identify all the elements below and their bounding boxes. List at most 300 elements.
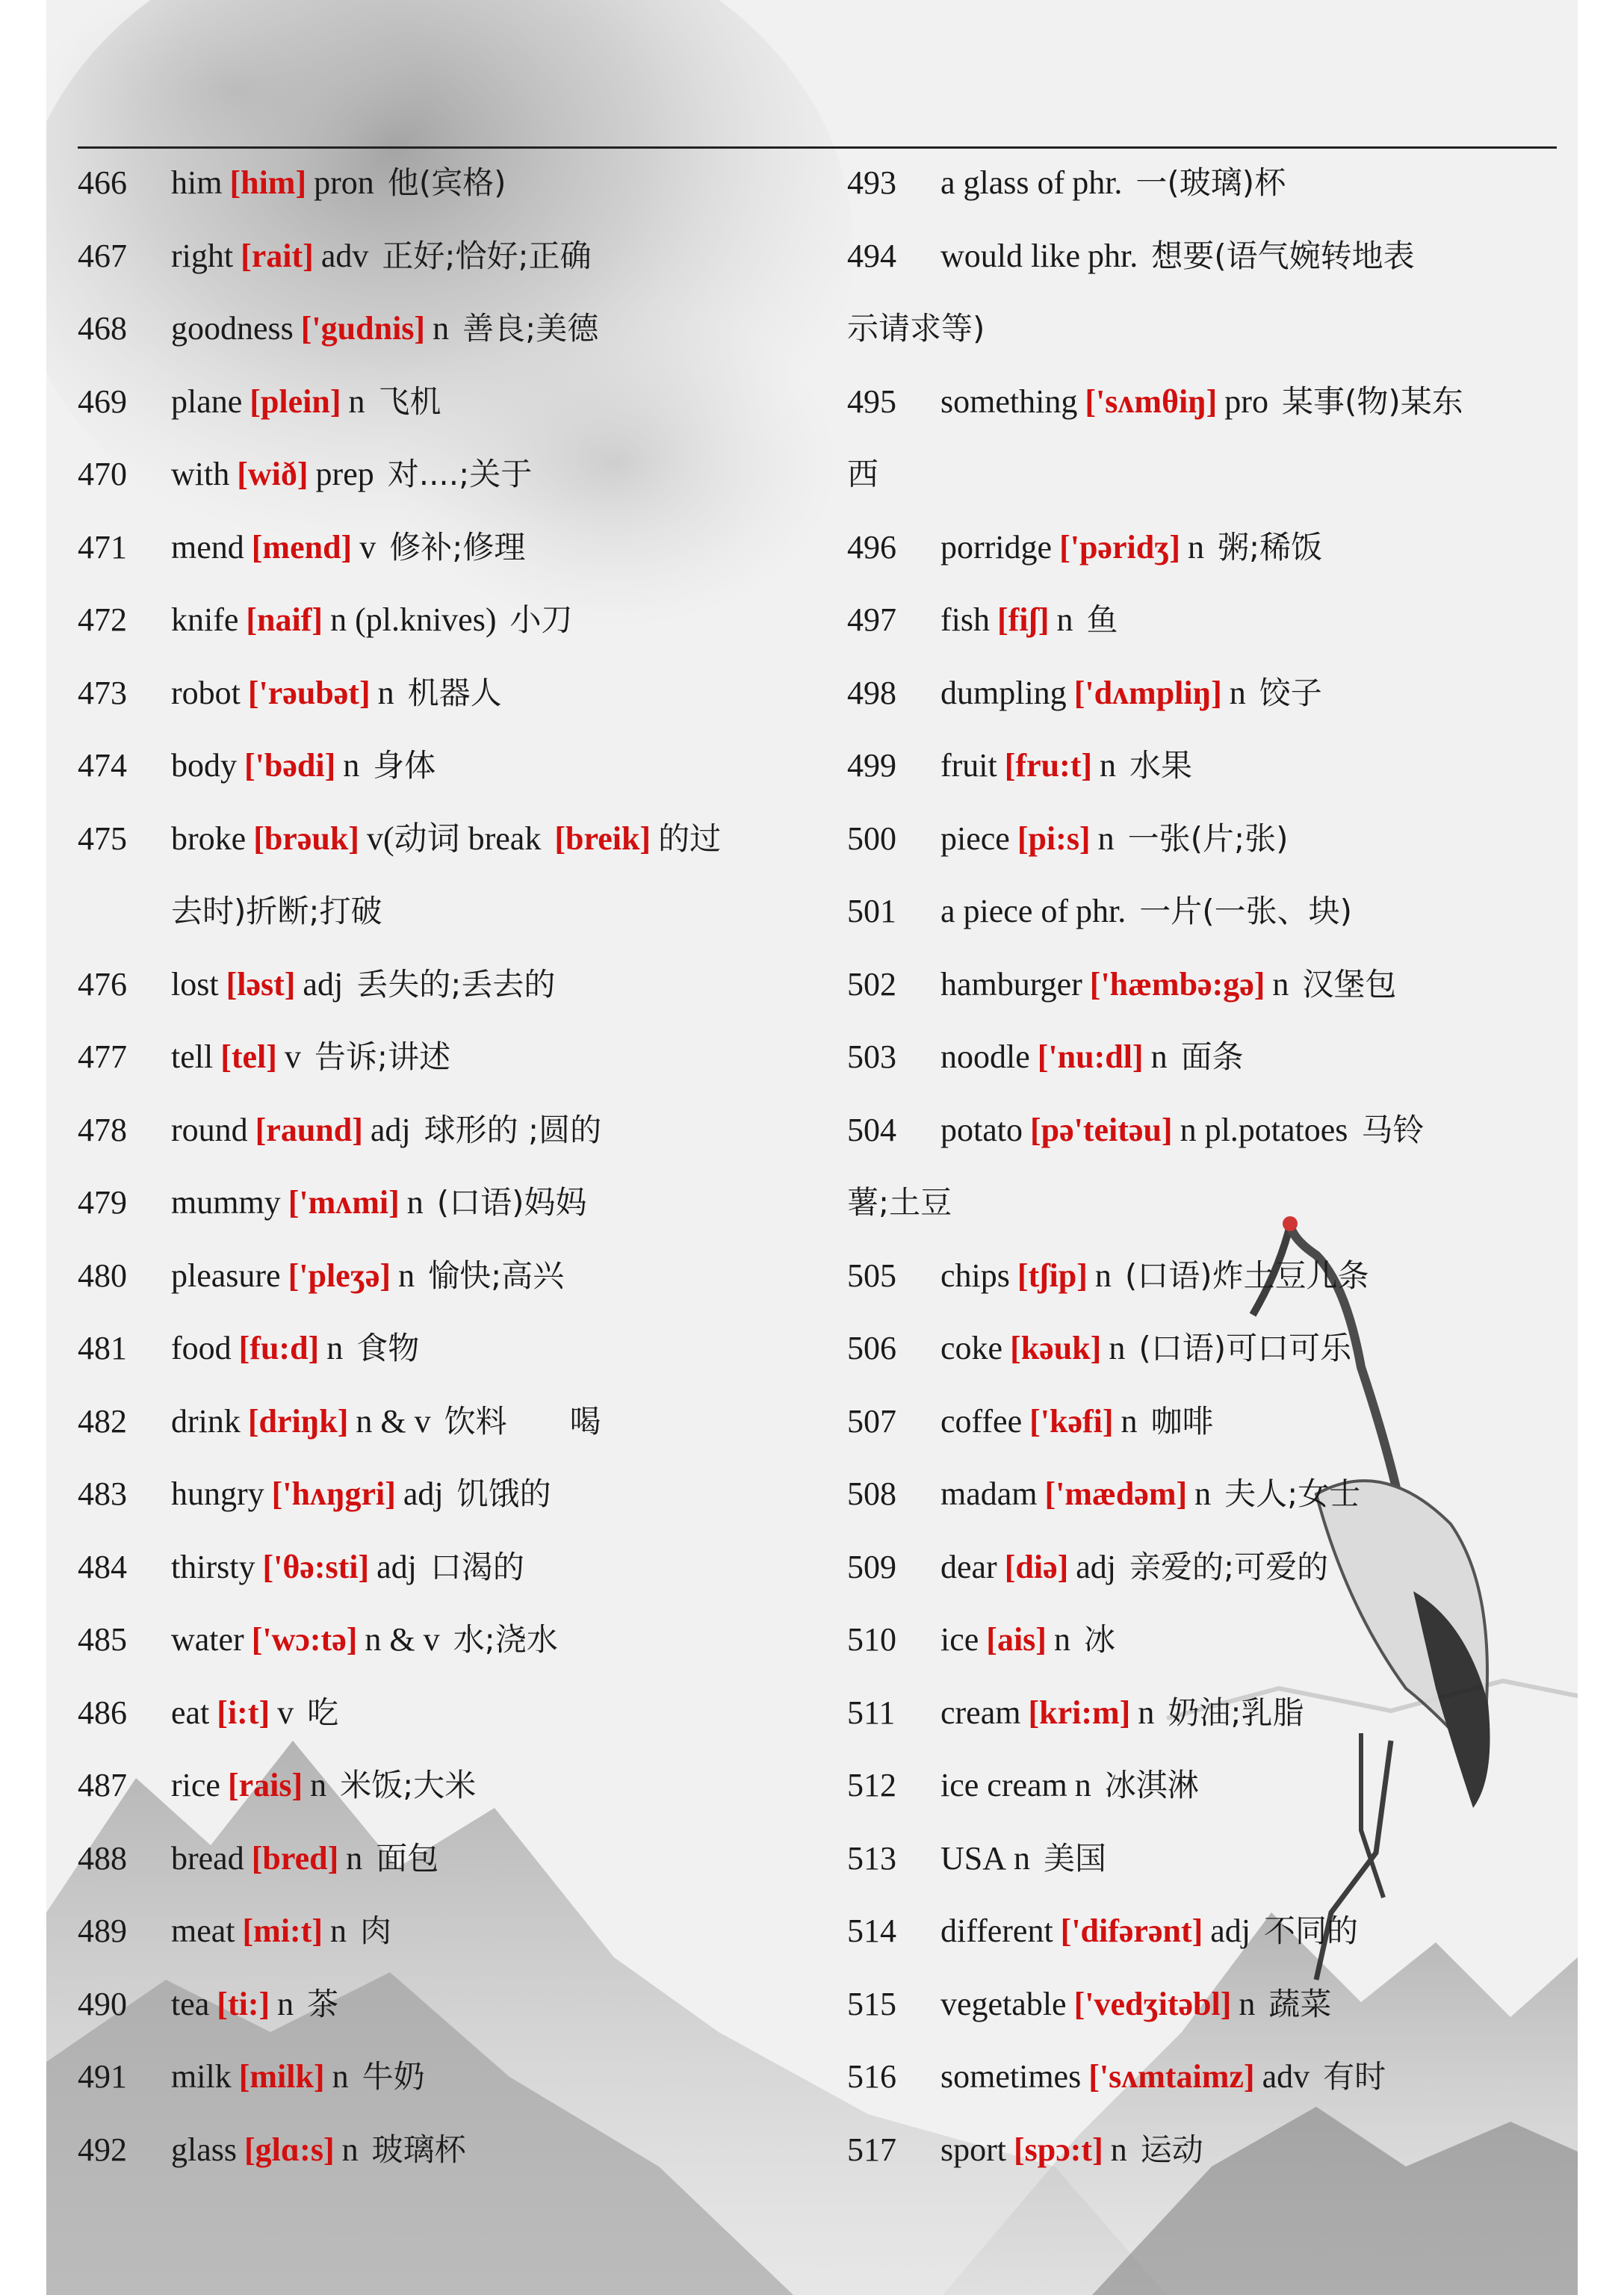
entry-meaning: 饮料 喝 xyxy=(444,1402,601,1440)
entry-phonetic: ['pleʒə] xyxy=(288,1257,391,1294)
entry-word: water xyxy=(171,1621,244,1658)
entry-word: coke xyxy=(940,1330,1003,1366)
entry-word: tea xyxy=(171,1985,210,2022)
vocab-entry xyxy=(847,802,1575,876)
entry-word: sometimes xyxy=(940,2058,1082,2095)
entry-meaning: 夫人;女士 xyxy=(1224,1475,1361,1512)
entry-phonetic: [pi:s] xyxy=(1017,820,1091,857)
entry-part-of-speech: pron xyxy=(314,164,374,201)
entry-number: 466 xyxy=(78,164,127,201)
entry-word: goodness xyxy=(171,310,294,347)
vocab-entry xyxy=(847,583,1575,657)
entry-phonetic: ['difərənt] xyxy=(1060,1912,1203,1949)
entry-meaning: 有时 xyxy=(1323,2058,1386,2095)
entry-phonetic: ['sʌmtaimz] xyxy=(1088,2058,1255,2095)
vocab-entry xyxy=(847,1603,1575,1676)
entry-part-of-speech: n xyxy=(1239,1985,1256,2022)
entry-part-of-speech: adv xyxy=(320,237,369,274)
vocab-entry xyxy=(847,2040,1575,2113)
entry-word: drink xyxy=(171,1402,241,1440)
vocab-entry xyxy=(78,1603,825,1676)
entry-word: milk xyxy=(171,2058,232,2095)
entry-word: plane xyxy=(171,382,243,420)
vocab-entry xyxy=(847,1822,1575,1895)
entry-number: 467 xyxy=(78,237,127,274)
entry-part-of-speech: n xyxy=(406,1184,424,1221)
entry-word: sport xyxy=(940,2131,1006,2168)
entry-number: 508 xyxy=(847,1475,896,1512)
entry-part-of-speech: adj xyxy=(303,965,344,1003)
vocab-entry xyxy=(78,511,825,584)
entry-meaning: 饺子 xyxy=(1259,674,1322,711)
entry-part-of-speech: n xyxy=(310,1767,327,1803)
entry-meaning: 一片(一张、块) xyxy=(1139,893,1353,929)
entry-number: 511 xyxy=(847,1694,896,1731)
entry-part-of-speech: n xyxy=(348,382,365,420)
entry-meaning: 一张(片;张) xyxy=(1127,820,1289,857)
entry-word: ice cream xyxy=(940,1767,1067,1803)
entry-word: food xyxy=(171,1330,232,1366)
entry-number: 481 xyxy=(78,1330,127,1366)
entry-part-of-speech: n & v xyxy=(365,1621,440,1658)
entry-word: round xyxy=(171,1111,248,1148)
entry-meaning: 的过 xyxy=(658,820,722,857)
vocab-entry xyxy=(78,1312,825,1385)
entry-meaning: 面包 xyxy=(376,1839,439,1877)
entry-phonetic: ['θə:sti] xyxy=(262,1548,370,1585)
vocab-entry xyxy=(847,1968,1575,2041)
entry-part-of-speech: n xyxy=(1138,1694,1155,1731)
vocabulary-page xyxy=(46,0,1578,2295)
entry-part-of-speech: n xyxy=(398,1257,415,1294)
entry-number: 468 xyxy=(78,310,127,347)
vocab-entry xyxy=(847,365,1575,439)
entry-meaning: 机器人 xyxy=(407,674,502,711)
entry-meaning: 水;浇水 xyxy=(453,1621,558,1658)
entry-phonetic: ['hæmbə:gə] xyxy=(1089,965,1265,1003)
entry-word: potato xyxy=(940,1111,1023,1148)
entry-phonetic: [glɑ:s] xyxy=(244,2131,335,2168)
entry-phonetic: [ais] xyxy=(986,1621,1047,1658)
entry-phonetic: ['dʌmpliŋ] xyxy=(1073,674,1222,711)
entry-part-of-speech: v xyxy=(359,528,376,566)
entry-number: 503 xyxy=(847,1038,896,1075)
vocab-entry xyxy=(78,1020,825,1094)
entry-meaning: 球形的 ;圆的 xyxy=(424,1111,602,1148)
entry-word: fish xyxy=(940,601,990,638)
entry-part-of-speech: n xyxy=(1229,674,1246,711)
entry-word: noodle xyxy=(940,1038,1030,1075)
entry-phonetic: [i:t] xyxy=(217,1694,270,1731)
entry-meaning: 想要(语气婉转地表 xyxy=(1151,237,1415,274)
entry-part-of-speech: n xyxy=(1053,1621,1070,1658)
entry-part-of-speech: v xyxy=(284,1038,301,1075)
vocab-entry xyxy=(78,2113,825,2187)
vocab-entry-continuation xyxy=(847,438,1575,511)
entry-word: robot xyxy=(171,674,241,711)
entry-number: 489 xyxy=(78,1912,127,1949)
entry-phonetic: [mi:t] xyxy=(242,1912,323,1949)
entry-meaning-continued: 示请求等) xyxy=(847,310,985,347)
entry-meaning: 对....;关于 xyxy=(387,456,533,492)
entry-phonetic: ['rəubət] xyxy=(247,674,371,711)
entry-part-of-speech: n xyxy=(1097,820,1115,857)
vocab-entry xyxy=(847,948,1575,1021)
vocab-entry xyxy=(78,438,825,511)
entry-meaning: (口语)妈妈 xyxy=(436,1184,587,1221)
vocab-entry xyxy=(847,1239,1575,1313)
entry-number: 491 xyxy=(78,2058,127,2095)
vocab-entry xyxy=(78,2040,825,2113)
vocab-entry xyxy=(847,657,1575,730)
entry-part-of-speech: pro xyxy=(1224,382,1268,420)
entry-number: 505 xyxy=(847,1257,896,1294)
entry-meaning: 鱼 xyxy=(1086,601,1118,638)
vocab-entry-continuation xyxy=(847,292,1575,365)
entry-part-of-speech: adj xyxy=(370,1111,411,1148)
vocab-entry xyxy=(78,1749,825,1822)
entry-meaning: 蔬菜 xyxy=(1268,1985,1332,2022)
vocab-entry xyxy=(78,948,825,1021)
entry-part-of-speech: n xyxy=(343,747,360,784)
entry-part-of-speech: n xyxy=(346,1839,363,1877)
entry-word: eat xyxy=(171,1694,210,1731)
entry-meaning: 奶油;乳脂 xyxy=(1168,1694,1304,1731)
vocab-entry xyxy=(78,729,825,802)
entry-meaning: 运动 xyxy=(1140,2131,1203,2168)
entry-word: meat xyxy=(171,1912,235,1949)
entry-word: USA xyxy=(940,1839,1007,1877)
entry-number: 493 xyxy=(847,164,896,201)
entry-part-of-speech: adj xyxy=(1210,1912,1251,1949)
entry-meaning: 玻璃杯 xyxy=(371,2131,466,2168)
entry-part-of-speech: n xyxy=(277,1985,294,2022)
entry-number: 507 xyxy=(847,1402,896,1440)
entry-part-of-speech: n (pl.knives) xyxy=(330,601,497,638)
entry-meaning: 粥;稀饭 xyxy=(1218,528,1323,566)
entry-phonetic: [wið] xyxy=(237,456,309,492)
entry-meaning: 丢失的;丢去的 xyxy=(356,965,556,1003)
vocab-entry xyxy=(847,1676,1575,1750)
entry-meaning: 茶 xyxy=(307,1985,339,2022)
entry-phonetic: [fiʃ] xyxy=(997,601,1050,638)
entry-word: a piece of xyxy=(940,893,1068,929)
entry-meaning: 马铃 xyxy=(1361,1111,1425,1148)
vocab-entry xyxy=(847,1895,1575,1968)
entry-word: ice xyxy=(940,1621,979,1658)
vocab-entry xyxy=(78,220,825,293)
entry-number: 469 xyxy=(78,382,127,420)
entry-part-of-speech: n xyxy=(1121,1402,1138,1440)
entry-word: coffee xyxy=(940,1402,1023,1440)
entry-meaning: 汉堡包 xyxy=(1302,965,1397,1003)
vocab-entry xyxy=(78,1968,825,2041)
entry-word: dear xyxy=(940,1548,997,1585)
entry-phonetic: ['vedʒitəbl] xyxy=(1073,1985,1232,2022)
entry-number: 492 xyxy=(78,2131,127,2168)
entry-phonetic: [rais] xyxy=(227,1767,303,1803)
entry-word: vegetable xyxy=(940,1985,1067,2022)
entry-part-of-speech: adj xyxy=(376,1548,417,1585)
entry-part-of-speech: n xyxy=(1150,1038,1168,1075)
entry-part-of-speech: n xyxy=(1194,1475,1212,1512)
entry-word: hamburger xyxy=(940,965,1082,1003)
entry-phonetic: ['gudnis] xyxy=(300,310,426,347)
entry-phonetic: [ləst] xyxy=(226,965,296,1003)
entry-number: 475 xyxy=(78,820,127,857)
entry-number: 472 xyxy=(78,601,127,638)
entry-phonetic: [kəuk] xyxy=(1010,1330,1102,1366)
entry-word: with xyxy=(171,456,230,492)
vocab-entry xyxy=(78,1239,825,1313)
entry-part-of-speech: n xyxy=(1272,965,1289,1003)
entry-number: 506 xyxy=(847,1330,896,1366)
entry-phonetic: [rait] xyxy=(241,237,314,274)
vocab-entry xyxy=(847,875,1575,948)
entry-meaning: 正好;恰好;正确 xyxy=(382,237,592,274)
entry-phonetic: [raund] xyxy=(255,1111,363,1148)
vocab-entry xyxy=(78,583,825,657)
entry-phonetic: ['nu:dl] xyxy=(1037,1038,1144,1075)
entry-number: 485 xyxy=(78,1621,127,1658)
entry-phonetic: ['pəridʒ] xyxy=(1059,528,1180,566)
entry-meaning: 告诉;讲述 xyxy=(314,1038,451,1075)
vocab-entry xyxy=(78,1385,825,1458)
entry-word: right xyxy=(171,237,234,274)
entry-word: fruit xyxy=(940,747,997,784)
entry-part-of-speech: n xyxy=(1094,1257,1112,1294)
vocab-entry xyxy=(847,1531,1575,1604)
vocab-entry xyxy=(847,220,1575,293)
vocab-entry xyxy=(847,511,1575,584)
entry-meaning: 美国 xyxy=(1044,1839,1107,1877)
entry-phonetic: ['wɔ:tə] xyxy=(251,1621,358,1658)
entry-word: pleasure xyxy=(171,1257,281,1294)
entry-number: 509 xyxy=(847,1548,896,1585)
vocab-entry xyxy=(78,802,825,876)
entry-phonetic: [naif] xyxy=(246,601,323,638)
entry-word: dumpling xyxy=(940,674,1067,711)
vocab-entry xyxy=(847,729,1575,802)
entry-meaning-continued: 西 xyxy=(847,456,879,492)
entry-part-of-speech: n xyxy=(326,1330,344,1366)
entry-part-of-speech: n xyxy=(330,1912,347,1949)
vocab-entry xyxy=(847,1094,1575,1167)
entry-number: 513 xyxy=(847,1839,896,1877)
entry-meaning: 某事(物)某东 xyxy=(1281,382,1463,420)
entry-phonetic: [kri:m] xyxy=(1028,1694,1131,1731)
entry-part-of-speech: v(动词 break xyxy=(366,820,542,857)
entry-meaning: 小刀 xyxy=(509,601,573,638)
entry-word: knife xyxy=(171,601,239,638)
entry-meaning: (口语)炸土豆儿条 xyxy=(1124,1257,1369,1294)
entry-meaning: 一(玻璃)杯 xyxy=(1135,164,1286,201)
entry-phonetic: [driŋk] xyxy=(247,1402,349,1440)
vocab-entry xyxy=(847,2113,1575,2187)
entry-word: mend xyxy=(171,528,244,566)
vocab-entry xyxy=(78,292,825,365)
entry-meaning: 不同的 xyxy=(1264,1912,1359,1949)
entry-word: porridge xyxy=(940,528,1053,566)
entry-meaning: 身体 xyxy=(373,747,436,784)
entry-number: 480 xyxy=(78,1257,127,1294)
entry-meaning: 饥饿的 xyxy=(456,1475,551,1512)
vocab-entry xyxy=(847,1312,1575,1385)
vocab-entry xyxy=(78,1676,825,1750)
entry-part-of-speech: n xyxy=(433,310,450,347)
entry-number: 517 xyxy=(847,2131,896,2168)
entry-part-of-speech: n xyxy=(1110,2131,1127,2168)
entry-word: a glass of xyxy=(940,164,1065,201)
entry-meaning: 牛奶 xyxy=(362,2058,425,2095)
vocab-entry xyxy=(847,1458,1575,1531)
entry-number: 494 xyxy=(847,237,896,274)
entry-phonetic: [brəuk] xyxy=(253,820,359,857)
vocab-entry xyxy=(78,657,825,730)
entry-number: 504 xyxy=(847,1111,896,1148)
entry-word: tell xyxy=(171,1038,214,1075)
vocab-entry-continuation xyxy=(78,875,825,948)
entry-phonetic: [fru:t] xyxy=(1004,747,1093,784)
entry-meaning: 咖啡 xyxy=(1150,1402,1214,1440)
entry-part-of-speech: v xyxy=(277,1694,294,1731)
entry-word: piece xyxy=(940,820,1010,857)
entry-number: 500 xyxy=(847,820,896,857)
entry-phonetic: ['hʌŋgri] xyxy=(271,1475,396,1512)
entry-word: him xyxy=(171,164,223,201)
entry-number: 488 xyxy=(78,1839,127,1877)
entry-phonetic: [milk] xyxy=(238,2058,325,2095)
entry-number: 495 xyxy=(847,382,896,420)
vocab-entry xyxy=(78,1094,825,1167)
entry-number: 498 xyxy=(847,674,896,711)
vocab-entry xyxy=(78,1531,825,1604)
vocab-entry xyxy=(847,1020,1575,1094)
entry-word: mummy xyxy=(171,1184,281,1221)
entry-number: 497 xyxy=(847,601,896,638)
entry-part-of-speech: adj xyxy=(403,1475,444,1512)
entry-part-of-speech: phr. xyxy=(1087,237,1138,274)
vocab-entry-continuation xyxy=(847,1166,1575,1239)
entry-meaning: 肉 xyxy=(360,1912,392,1949)
entry-meaning: 水果 xyxy=(1129,747,1193,784)
entry-part-of-speech: prep xyxy=(315,456,374,492)
entry-meaning: 愉快;高兴 xyxy=(428,1257,565,1294)
entry-word: different xyxy=(940,1912,1053,1949)
entry-word: hungry xyxy=(171,1475,264,1512)
entry-phonetic: ['bədi] xyxy=(244,747,336,784)
entry-number: 501 xyxy=(847,893,896,929)
entry-meaning: 冰淇淋 xyxy=(1104,1767,1199,1803)
entry-part-of-speech: n xyxy=(1188,528,1204,566)
entry-number: 473 xyxy=(78,674,127,711)
entry-part-of-speech: adv xyxy=(1262,2058,1310,2095)
entry-part-of-speech: n pl.potatoes xyxy=(1180,1111,1348,1148)
entry-meaning: 善良;美德 xyxy=(462,310,599,347)
entry-meaning: 米饭;大米 xyxy=(340,1767,477,1803)
entry-phonetic: [plein] xyxy=(250,382,341,420)
entry-phonetic: [fu:d] xyxy=(238,1330,320,1366)
entry-number: 490 xyxy=(78,1985,127,2022)
entry-phonetic: [spɔ:t] xyxy=(1014,2131,1103,2168)
entry-phonetic: [mend] xyxy=(251,528,353,566)
entry-word: thirsty xyxy=(171,1548,255,1585)
entry-meaning: 口渴的 xyxy=(430,1548,524,1585)
entry-number: 479 xyxy=(78,1184,127,1221)
entry-part-of-speech: n & v xyxy=(356,1402,431,1440)
entry-word: rice xyxy=(171,1767,220,1803)
entry-phonetic: [ti:] xyxy=(217,1985,270,2022)
entry-meaning-continued: 薯;土豆 xyxy=(847,1184,952,1221)
entry-phonetic: [bred] xyxy=(251,1839,339,1877)
vocab-entry xyxy=(78,1895,825,1968)
entry-meaning-continued: 去时)折断;打破 xyxy=(171,893,382,929)
entry-number: 496 xyxy=(847,528,896,566)
entry-part-of-speech: phr. xyxy=(1076,893,1126,929)
entry-number: 514 xyxy=(847,1912,896,1949)
left-column xyxy=(78,146,825,2186)
entry-word: broke xyxy=(171,820,247,857)
entry-number: 478 xyxy=(78,1111,127,1148)
entry-number: 484 xyxy=(78,1548,127,1585)
entry-word: glass xyxy=(171,2131,237,2168)
entry-meaning: 他(宾格) xyxy=(387,164,506,201)
entry-part-of-speech: n xyxy=(332,2058,349,2095)
entry-number: 482 xyxy=(78,1402,127,1440)
entry-word: cream xyxy=(940,1694,1021,1731)
entry-part-of-speech: n xyxy=(1100,747,1117,784)
entry-meaning: 面条 xyxy=(1180,1038,1244,1075)
entry-phonetic: [tel] xyxy=(220,1038,277,1075)
entry-phonetic: [tʃip] xyxy=(1017,1257,1088,1294)
entry-word: madam xyxy=(940,1475,1038,1512)
entry-number: 512 xyxy=(847,1767,896,1803)
vocab-entry xyxy=(78,1822,825,1895)
vocab-entry xyxy=(847,1385,1575,1458)
entry-number: 477 xyxy=(78,1038,127,1075)
entry-number: 515 xyxy=(847,1985,896,2022)
entry-part-of-speech: phr. xyxy=(1072,164,1123,201)
entry-part-of-speech: n xyxy=(1074,1767,1091,1803)
entry-part-of-speech: n xyxy=(1109,1330,1126,1366)
entry-meaning: 修补;修理 xyxy=(389,528,526,566)
entry-word: lost xyxy=(171,965,219,1003)
entry-phonetic: ['sʌmθiŋ] xyxy=(1085,382,1218,420)
entry-word: would like xyxy=(940,237,1080,274)
entry-number: 516 xyxy=(847,2058,896,2095)
entry-number: 476 xyxy=(78,965,127,1003)
entry-number: 483 xyxy=(78,1475,127,1512)
entry-number: 474 xyxy=(78,747,127,784)
entry-number: 471 xyxy=(78,528,127,566)
entry-phonetic: ['kəfi] xyxy=(1029,1402,1114,1440)
entry-meaning: 冰 xyxy=(1083,1621,1115,1658)
entry-word: body xyxy=(171,747,237,784)
entry-number: 510 xyxy=(847,1621,896,1658)
vocab-entry xyxy=(78,146,825,220)
entry-phonetic: [pə'teitəu] xyxy=(1029,1111,1173,1148)
entry-word: bread xyxy=(171,1839,244,1877)
entry-phonetic: [diə] xyxy=(1004,1548,1069,1585)
vocab-entry xyxy=(847,1749,1575,1822)
entry-meaning: 吃 xyxy=(307,1694,339,1731)
entry-phonetic: ['mædəm] xyxy=(1044,1475,1188,1512)
entry-phonetic: [him] xyxy=(229,164,307,201)
vocab-entry xyxy=(78,1458,825,1531)
entry-part-of-speech: adj xyxy=(1076,1548,1117,1585)
vocab-entry xyxy=(847,146,1575,220)
vocab-entry xyxy=(78,365,825,439)
